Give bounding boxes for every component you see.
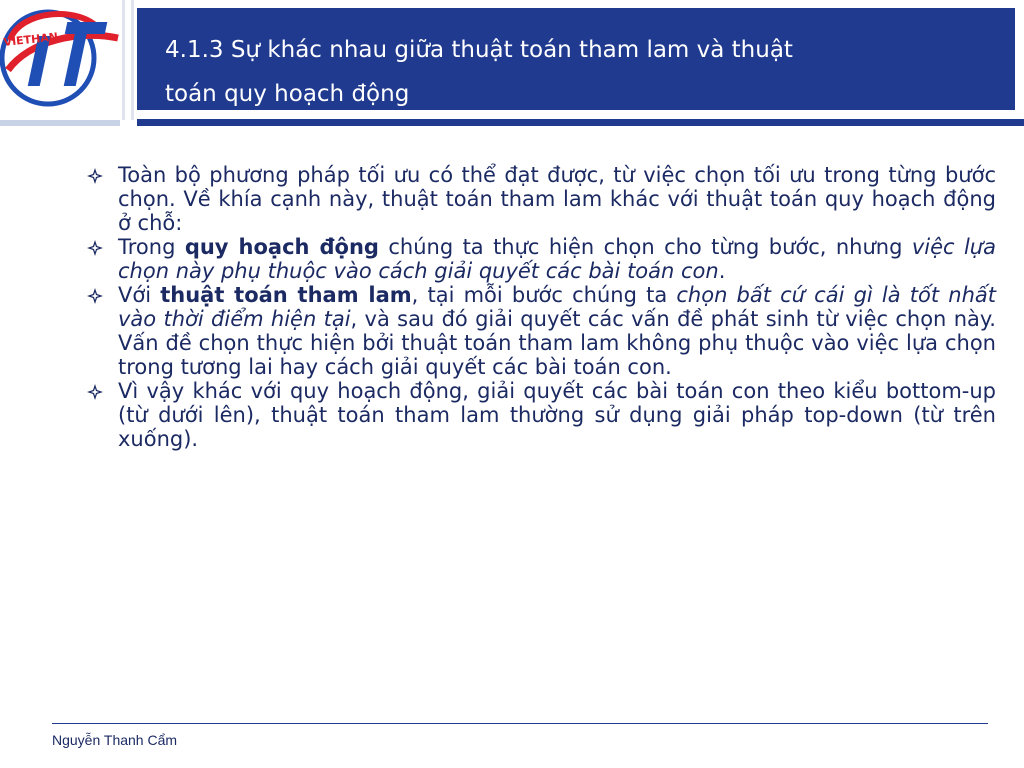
diamond-bullet-icon [86,239,104,257]
bullet-item [86,163,996,235]
vietnan-it-logo [0,0,122,122]
slide-title-line-2: toán quy hoạch động [165,81,410,107]
bullet-italic-phrase: việc lựa chọn này phụ thuộc vào cách giải quyết các bài toán con [118,235,996,283]
header-band-light [0,120,120,126]
footer-author: Nguyễn Thanh Cẩm [52,732,178,748]
diamond-bullet-icon [86,383,104,401]
header-divider-right [131,0,134,120]
diamond-bullet-icon [86,167,104,185]
bullet-italic-phrase: chọn bất cứ cái gì là tốt nhất vào thời điểm hiện tại [118,283,996,331]
slide-content [86,163,996,451]
bullet-item [86,235,996,283]
bullet-text: Toàn bộ phương pháp tối ưu có thể đạt được, từ việc chọn tối ưu trong từng bước chọn. Về khía cạnh này, thuật toán tham lam khác với thuật toán quy hoạch động ở chỗ: [118,163,996,235]
footer-divider [52,723,988,724]
header-band-dark [137,119,1024,126]
bullet-bold-term: thuật toán tham lam [160,283,412,307]
bullet-text: . [718,259,726,283]
bullet-text: chúng ta thực hiện chọn cho từng bước, nhưng [378,235,912,259]
slide-title-bar [137,8,1015,110]
bullet-text: , và sau đó giải quyết các vấn đề phát sinh từ việc chọn này. Vấn đề chọn thực hiện bởi thuật toán tham lam không phụ thuộc vào việc lựa chọn trong tương lai hay cách giải quyết các bài toán con. [118,307,996,379]
bullet-item [86,379,996,451]
bullet-text: Với [118,283,161,307]
diamond-bullet-icon [86,287,104,305]
bullet-item [86,283,996,379]
bullet-bold-term: quy hoạch động [184,235,379,259]
svg-text:VIETHAN: VIETHAN [2,30,59,49]
bullet-text: Vì vậy khác với quy hoạch động, giải quyết các bài toán con theo kiểu bottom-up (từ dưới lên), thuật toán tham lam thường sử dụng giải pháp top-down (từ trên xuống). [118,379,996,451]
header-divider-left [122,0,125,120]
slide-title [165,28,979,116]
slide-title-line-1: 4.1.3 Sự khác nhau giữa thuật toán tham lam và thuật [165,37,793,63]
bullet-text: Trong [118,235,185,259]
bullet-text: , tại mỗi bước chúng ta [411,283,677,307]
